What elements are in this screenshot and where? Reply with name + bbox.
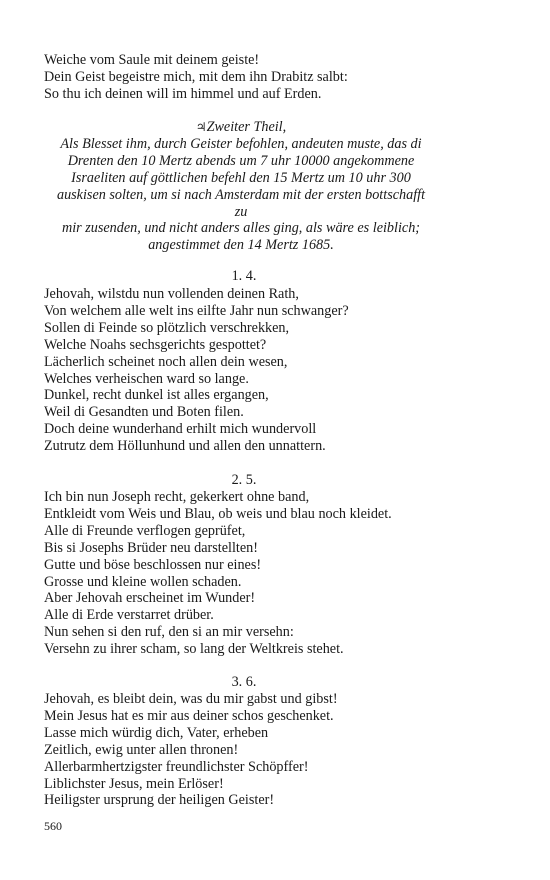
heading-line: zu (234, 203, 248, 220)
stanza-line: Alle di Erde verstarret drüber. (44, 607, 214, 624)
stanza-line: Zutrutz dem Höllunhund und allen den unnattern. (44, 438, 326, 455)
stanza-line: Mein Jesus hat es mir aus deiner schos geschenket. (44, 707, 334, 724)
heading-line: Israeliten auf göttlichen befehl den 15 Mertz um 10 uhr 300 (71, 169, 411, 186)
heading-line: mir zusenden, und nicht anders alles ging, als wäre es leiblich; (61, 220, 421, 237)
stanza-line: Bis si Josephs Brüder neu darstellten! (44, 539, 258, 556)
heading-line: Als Blesset ihm, durch Geister befohlen, andeuten muste, das di (60, 135, 422, 152)
stanza-line: Von welchem alle welt ins eilfte Jahr nun schwanger? (44, 302, 349, 319)
stanza-line: Gutte und böse beschlossen nur eines! (44, 556, 262, 573)
stanza-line: Lasse mich würdig dich, Vater, erheben (44, 724, 269, 741)
stanza-line: Heiligster ursprung der heiligen Geister! (44, 792, 275, 809)
intro-line: So thu ich deinen will im himmel und auf Erden. (44, 85, 322, 102)
intro-stanza (44, 52, 514, 103)
stanza-number: 1. 4. (231, 268, 257, 284)
stanza (44, 691, 514, 809)
stanza-line: Sollen di Feinde so plötzlich verschrekken, (44, 319, 290, 336)
heading-title-line (41, 119, 441, 136)
stanza-line: Versehn zu ihrer scham, so lang der Weltkreis stehet. (44, 641, 344, 658)
stanza-line: Liblichster Jesus, mein Erlöser! (44, 775, 224, 792)
heading-title: Zweiter Theil, (206, 119, 287, 135)
stanza-line: Weil di Gesandten und Boten filen. (44, 404, 244, 421)
stanza-line: Allerbarmhertzigster freundlichster Schöpffer! (44, 758, 309, 775)
stanza-number: 2. 5. (231, 472, 257, 488)
stanza-line: Welches verheischen ward so lange. (44, 370, 249, 387)
stanza-line: Jehovah, wilstdu nun vollenden deinen Rath, (44, 286, 299, 302)
stanza-line: Entkleidt vom Weis und Blau, ob weis und blau noch kleidet. (44, 505, 392, 522)
stanza-line: Alle di Freunde verflogen geprüfet, (44, 522, 246, 539)
stanza (44, 286, 514, 455)
page-number: 560 (44, 819, 62, 833)
stanza-line: Grosse und kleine wollen schaden. (44, 573, 242, 590)
stanza-line: Lächerlich scheinet noch allen dein wesen, (44, 353, 288, 370)
stanza-line: Jehovah, es bleibt dein, was du mir gabst und gibst! (44, 691, 338, 707)
section-heading (41, 119, 441, 254)
intro-line: Dein Geist begeistre mich, mit dem ihn Drabitz salbt: (44, 68, 348, 85)
stanza-line: Dunkel, recht dunkel ist alles ergangen, (44, 387, 269, 404)
stanza-number: 3. 6. (231, 674, 257, 690)
stanza-line: Welche Noahs sechsgerichts gespottet? (44, 336, 267, 353)
stanza-line: Ich bin nun Joseph recht, gekerkert ohne band, (44, 489, 310, 505)
jupiter-symbol-icon: ♃ (195, 120, 207, 134)
stanza-line: Nun sehen si den ruf, den si an mir versehn: (44, 624, 294, 641)
stanza-line: Doch deine wunderhand erhilt mich wundervoll (44, 421, 317, 438)
stanza-line: Aber Jehovah erscheinet im Wunder! (44, 590, 256, 607)
heading-line: auskisen solten, um si nach Amsterdam mit der ersten bottschafft (56, 186, 426, 203)
intro-line: Weiche vom Saule mit deinem geiste! (44, 52, 260, 68)
heading-line: Drenten den 10 Mertz abends um 7 uhr 10000 angekommene (67, 152, 415, 169)
heading-line: angestimmet den 14 Mertz 1685. (148, 237, 334, 254)
stanza-line: Zeitlich, ewig unter allen thronen! (44, 741, 239, 758)
stanza (44, 489, 514, 658)
